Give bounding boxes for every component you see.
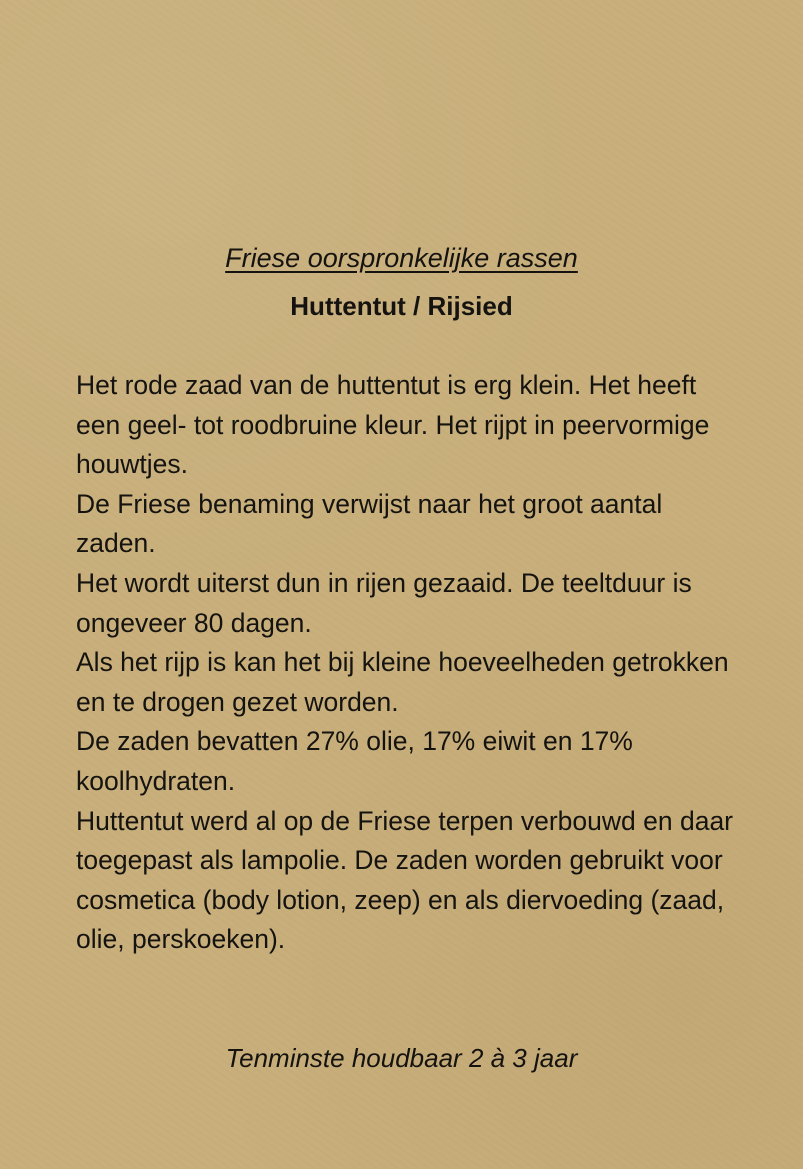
paragraph-sowing: Het wordt uiterst dun in rijen gezaaid. De teeltduur is ongeveer 80 dagen. (76, 567, 692, 638)
paragraph-harvest: Als het rijp is kan het bij kleine hoeveelheden getrokken en te drogen gezet worden. (76, 647, 729, 717)
title-heading: Huttentut / Rijsied (290, 291, 513, 321)
shelf-life-note: Tenminste houdbaar 2 à 3 jaar (225, 1043, 578, 1073)
paragraph-history-uses: Huttentut werd al op de Friese terpen verbouwd en daar toegepast als lampolie. De zaden worden gebruikt voor cosmetica (body lotion, zeep) en als diervoeding (zaad, olie, perskoeken). (76, 805, 734, 955)
paragraph-seed-description: Het rode zaad van de huttentut is erg klein. Het heeft een geel- tot roodbruine kleur. Het rijpt in peervormige houwtjes. (76, 370, 710, 480)
subtitle-heading: Friese oorspronkelijke rassen (225, 243, 578, 273)
description-body (76, 366, 736, 960)
paragraph-composition: De zaden bevatten 27% olie, 17% eiwit en 17% koolhydraten. (76, 726, 633, 796)
paragraph-name-origin: De Friese benaming verwijst naar het groot aantal zaden. (76, 488, 663, 559)
